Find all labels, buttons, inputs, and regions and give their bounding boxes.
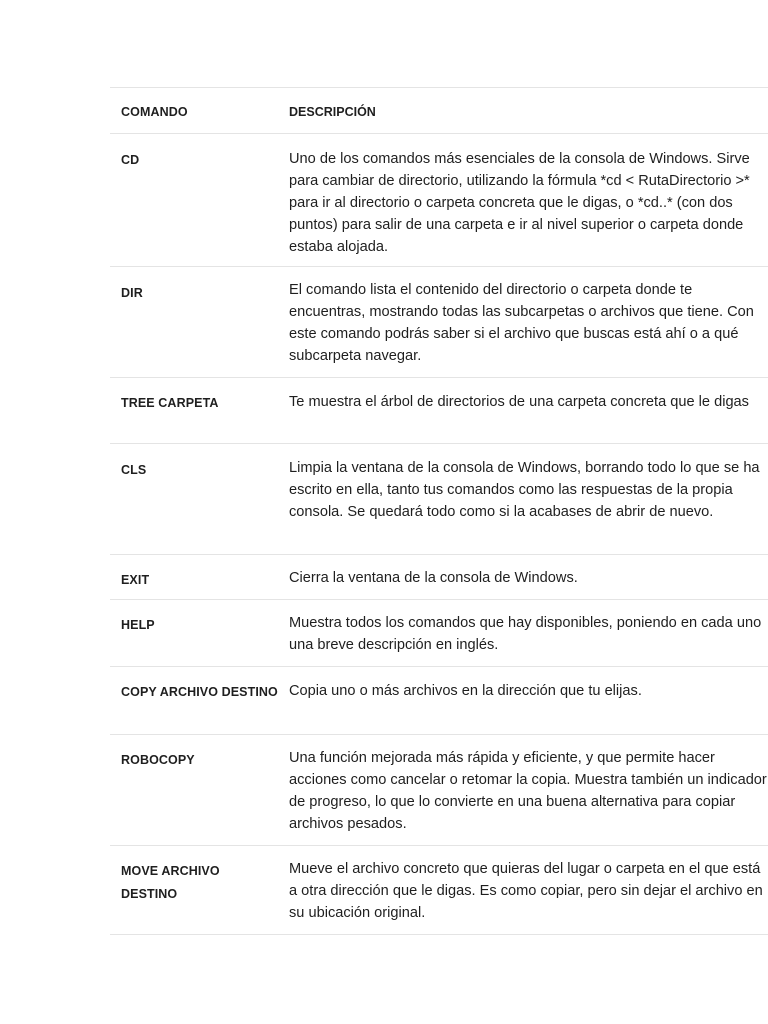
command-cell: HELP <box>121 618 155 632</box>
description-cell: Copia uno o más archivos en la dirección que tu elijas. <box>289 683 642 699</box>
command-cell: ROBOCOPY <box>121 753 195 767</box>
table-row <box>110 444 768 555</box>
command-cell: CD <box>121 153 140 167</box>
table-row <box>110 667 768 735</box>
description-cell: Mueve el archivo concreto que quieras del lugar o carpeta en el que está a otra dirección que le digas. Es como copiar, pero sin dejar el archivo en su ubicación original. <box>289 861 763 921</box>
command-cell: MOVE ARCHIVO DESTINO <box>121 864 220 901</box>
table-row <box>110 555 768 600</box>
description-cell: Limpia la ventana de la consola de Windows, borrando todo lo que se ha escrito en ella, tanto tus comandos como las respuestas de la propia consola. Se quedará todo como si la acabases de abrir de nuevo. <box>289 460 760 520</box>
table-row <box>110 735 768 846</box>
commands-table <box>110 87 768 935</box>
command-cell: COPY ARCHIVO DESTINO <box>121 685 278 699</box>
table-row <box>110 846 768 935</box>
description-cell: El comando lista el contenido del directorio o carpeta donde te encuentras, mostrando todas las subcarpetas o archivos que tiene. Con este comando podrás saber si el archivo que buscas está ahí o a qué subcarpeta navegar. <box>289 282 754 364</box>
description-cell: Te muestra el árbol de directorios de una carpeta concreta que le digas <box>289 394 749 410</box>
description-cell: Cierra la ventana de la consola de Windows. <box>289 570 578 586</box>
header-description: DESCRIPCIÓN <box>289 105 376 119</box>
table-row <box>110 267 768 378</box>
header-command: COMANDO <box>121 105 188 119</box>
table-row <box>110 378 768 444</box>
table-row <box>110 600 768 667</box>
description-cell: Uno de los comandos más esenciales de la consola de Windows. Sirve para cambiar de directorio, utilizando la fórmula *cd < RutaDirectorio >* para ir al directorio o carpeta concreta que le digas, o *cd..* (con dos puntos) para salir de una carpeta e ir al nivel superior o carpeta donde estaba alojada. <box>289 151 750 255</box>
description-cell: Muestra todos los comandos que hay disponibles, poniendo en cada uno una breve descripción en inglés. <box>289 615 762 653</box>
command-cell: EXIT <box>121 573 150 587</box>
command-cell: DIR <box>121 286 143 300</box>
table-row <box>110 134 768 267</box>
table-header-row <box>110 88 768 134</box>
command-cell: CLS <box>121 463 147 477</box>
command-cell: TREE CARPETA <box>121 396 219 410</box>
description-cell: Una función mejorada más rápida y eficiente, y que permite hacer acciones como cancelar o retomar la copia. Muestra también un indicador de progreso, lo que lo convierte en una buena alternativa para copiar archivos pesados. <box>289 750 767 832</box>
